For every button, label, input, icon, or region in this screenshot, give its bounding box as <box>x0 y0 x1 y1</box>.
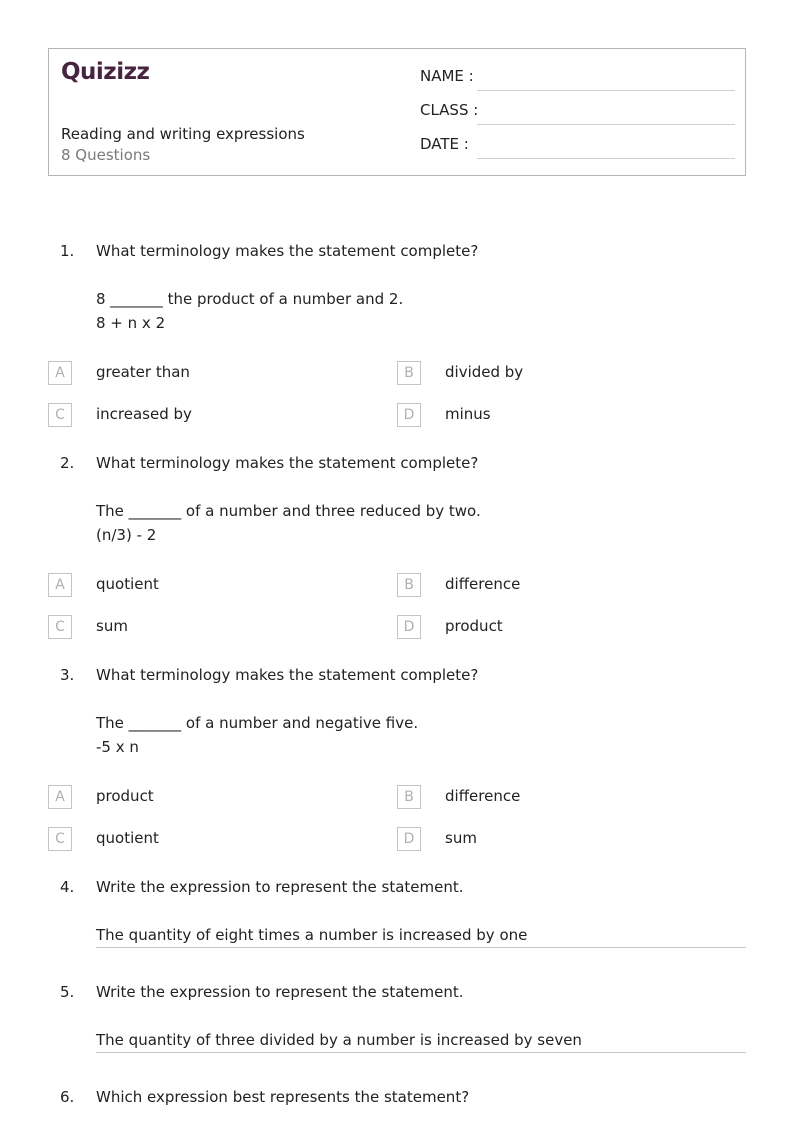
worksheet-header <box>48 48 746 176</box>
option-b-box[interactable]: B <box>397 785 421 809</box>
question-statement: The quantity of eight times a number is increased by one <box>96 926 528 944</box>
question-number: 1. <box>60 242 75 260</box>
question-number: 6. <box>60 1088 75 1106</box>
date-label: DATE : <box>420 135 469 153</box>
date-line[interactable] <box>477 158 735 159</box>
option-a-box[interactable]: A <box>48 573 72 597</box>
question-statement: The _______ of a number and negative five. <box>96 714 419 732</box>
option-d-label[interactable]: minus <box>445 405 491 423</box>
option-b-box[interactable]: B <box>397 573 421 597</box>
question-expression: (n/3) - 2 <box>96 526 157 544</box>
option-c-box[interactable]: C <box>48 403 72 427</box>
option-c-box[interactable]: C <box>48 615 72 639</box>
question-prompt: What terminology makes the statement complete? <box>96 666 479 684</box>
option-d-box[interactable]: D <box>397 827 421 851</box>
option-a-box[interactable]: A <box>48 361 72 385</box>
option-c-label[interactable]: sum <box>96 617 128 635</box>
option-c-label[interactable]: quotient <box>96 829 159 847</box>
name-label: NAME : <box>420 67 474 85</box>
question-prompt: Write the expression to represent the statement. <box>96 878 464 896</box>
question-prompt: Write the expression to represent the statement. <box>96 983 464 1001</box>
option-a-label[interactable]: greater than <box>96 363 190 381</box>
answer-line[interactable] <box>96 947 746 948</box>
question-number: 5. <box>60 983 75 1001</box>
question-number: 4. <box>60 878 75 896</box>
question-prompt: Which expression best represents the statement? <box>96 1088 470 1106</box>
option-c-label[interactable]: increased by <box>96 405 192 423</box>
question-statement: 8 _______ the product of a number and 2. <box>96 290 404 308</box>
option-b-label[interactable]: difference <box>445 575 521 593</box>
option-d-box[interactable]: D <box>397 403 421 427</box>
question-number: 2. <box>60 454 75 472</box>
option-b-label[interactable]: divided by <box>445 363 524 381</box>
question-expression: -5 x n <box>96 738 139 756</box>
option-b-box[interactable]: B <box>397 361 421 385</box>
class-label: CLASS : <box>420 101 479 119</box>
name-line[interactable] <box>477 90 735 91</box>
option-a-label[interactable]: product <box>96 787 154 805</box>
option-a-box[interactable]: A <box>48 785 72 809</box>
option-d-box[interactable]: D <box>397 615 421 639</box>
answer-line[interactable] <box>96 1052 746 1053</box>
date-field[interactable] <box>420 135 735 159</box>
question-expression: 8 + n x 2 <box>96 314 166 332</box>
quizizz-logo: Quizizz <box>61 59 150 85</box>
name-field[interactable] <box>420 67 735 91</box>
question-statement: The _______ of a number and three reduced by two. <box>96 502 481 520</box>
question-count: 8 Questions <box>61 146 151 164</box>
option-c-box[interactable]: C <box>48 827 72 851</box>
class-line[interactable] <box>477 124 735 125</box>
question-prompt: What terminology makes the statement complete? <box>96 242 479 260</box>
option-b-label[interactable]: difference <box>445 787 521 805</box>
option-d-label[interactable]: sum <box>445 829 477 847</box>
question-prompt: What terminology makes the statement complete? <box>96 454 479 472</box>
class-field[interactable] <box>420 101 735 125</box>
option-d-label[interactable]: product <box>445 617 503 635</box>
option-a-label[interactable]: quotient <box>96 575 159 593</box>
question-statement: The quantity of three divided by a number is increased by seven <box>96 1031 582 1049</box>
question-number: 3. <box>60 666 75 684</box>
worksheet-title: Reading and writing expressions <box>61 125 305 143</box>
